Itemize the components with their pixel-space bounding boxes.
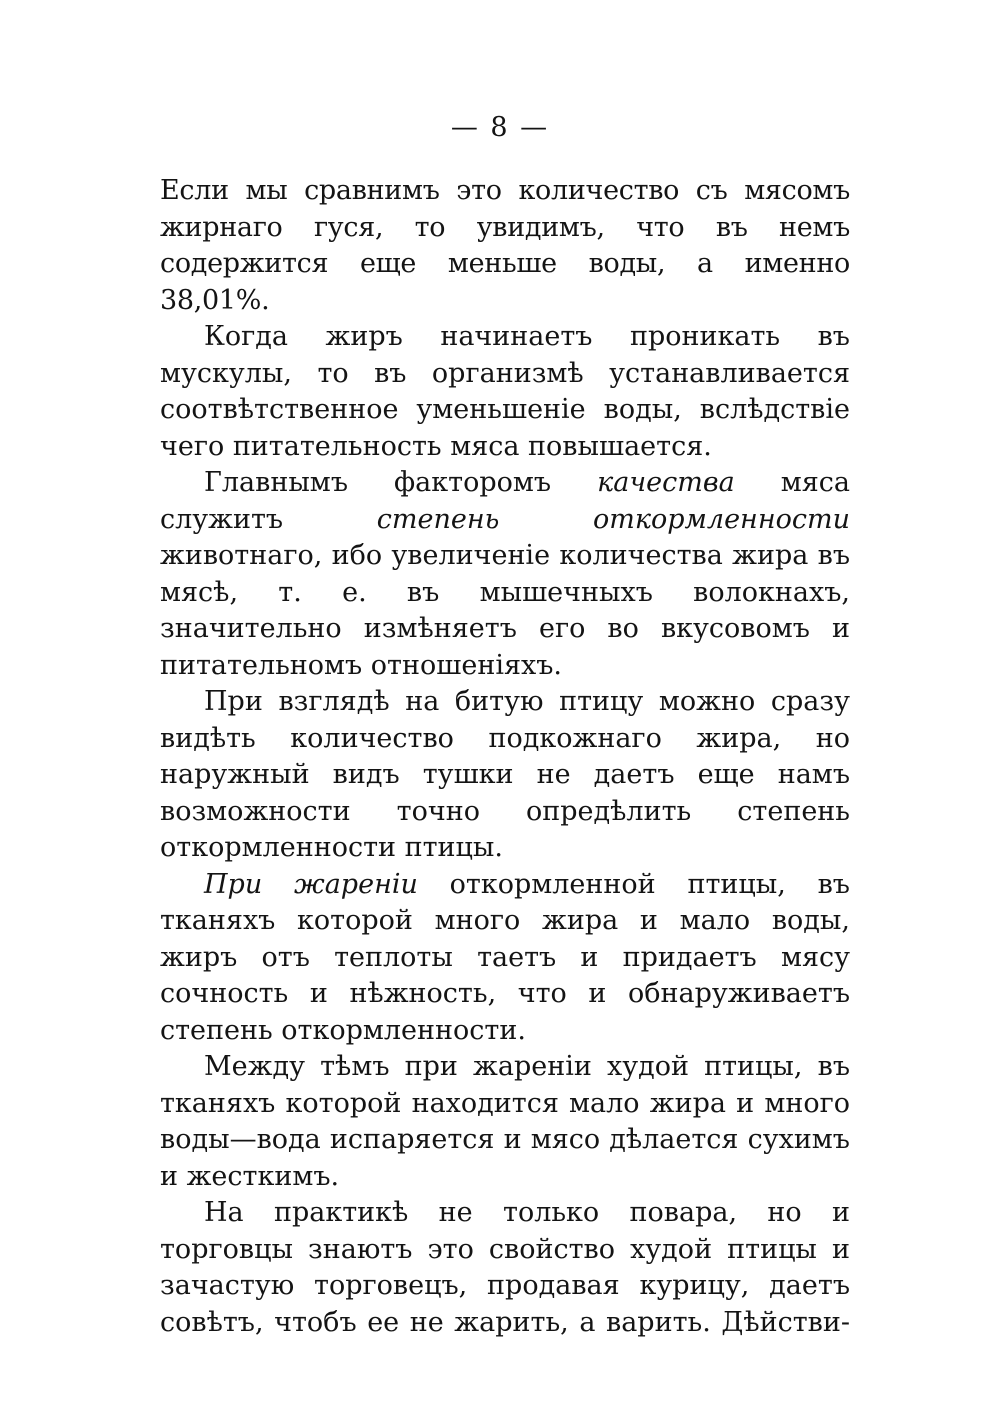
paragraph-roasting-lean-bird: Между тѣмъ при жаренiи худой птицы, въ тканяхъ которой находится мало жира и много воды—вода испаряется и мясо дѣлается сухимъ и жесткимъ. xyxy=(160,1051,850,1192)
body-text xyxy=(160,173,850,1341)
paragraph-text-segment: откормленной птицы, въ тканяхъ которой много жира и мало воды, жиръ отъ теплоты таетъ и придаетъ мясу сочность и нѣжность, что и обнаруживаетъ степень откормленности. xyxy=(160,868,850,1046)
paragraph-roasting-fat-bird xyxy=(160,867,850,1050)
emphasis-fattening-degree: степень откормленности xyxy=(376,503,850,535)
emphasis-quality: качества xyxy=(597,467,735,498)
paragraph-traders-practice: На практикѣ не только повара, но и торговцы знаютъ это свойство худой птицы и зачастую торговецъ, продавая курицу, даетъ совѣтъ, чтобъ ее не жарить, а варить. Дѣйстви- xyxy=(160,1197,850,1338)
emphasis-roasting: При жаренiи xyxy=(204,868,418,900)
paragraph-text-segment: мяса служитъ xyxy=(160,467,850,535)
paragraph-fat-penetration: Когда жиръ начинаетъ проникать въ мускулы, то въ организмѣ устанавливается соотвѣтственное уменьшенiе воды, вслѣдствiе чего питательность мяса повышается. xyxy=(160,321,850,462)
paragraph-goose-fat-comparison: Если мы сравнимъ это количество съ мясомъ жирнаго гуся, то увидимъ, что въ немъ содержится еще меньше воды, а именно 38,01%. xyxy=(160,175,850,316)
paragraph-text-segment: животнаго, ибо увеличенiе количества жира въ мясѣ, т. е. въ мышечныхъ волокнахъ, значительно измѣняетъ его во вкусовомъ и питательномъ отношенiяхъ. xyxy=(160,540,850,681)
paragraph-subcutaneous-fat: При взглядѣ на битую птицу можно сразу видѣть количество подкожнаго жира, но наружный видъ тушки не даетъ еще намъ возможности точно опредѣлить степень откормленности птицы. xyxy=(160,686,850,863)
page-number: — 8 — xyxy=(450,112,550,143)
paragraph-meat-quality-factor xyxy=(160,465,850,684)
paragraph-text-segment: Главнымъ факторомъ xyxy=(204,467,598,498)
